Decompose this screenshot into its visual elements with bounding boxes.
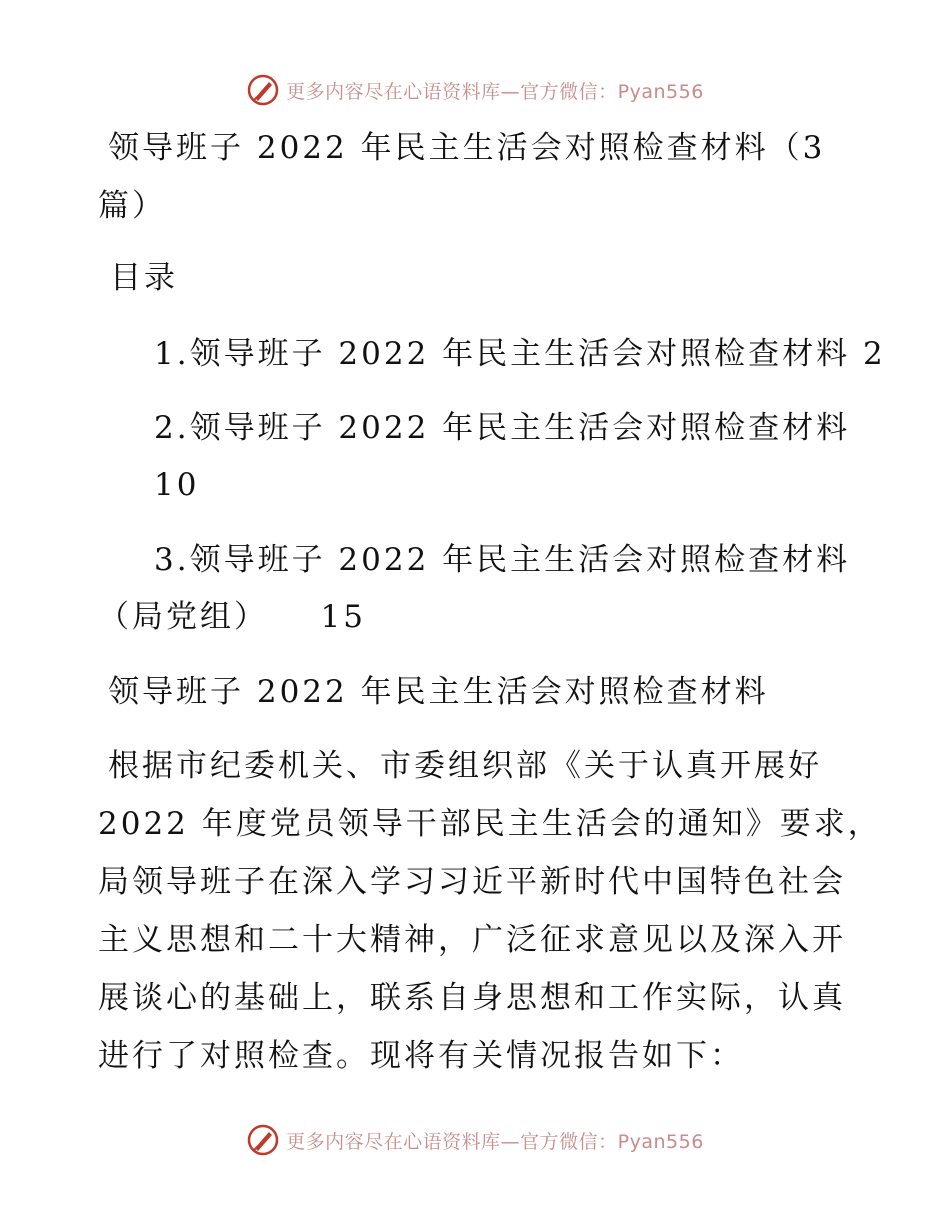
pen-seal-logo-icon bbox=[246, 73, 280, 107]
paragraph-line-2: 2022 年度党员领导干部民主生活会的通知》要求， bbox=[98, 806, 882, 842]
document-title-line2: 篇） bbox=[98, 188, 166, 224]
watermark-banner-bottom bbox=[0, 1120, 950, 1160]
toc-entry-2[interactable]: 2.领导班子 2022 年民主生活会对照检查材料 bbox=[154, 410, 851, 446]
paragraph-line-5: 展谈心的基础上，联系自身思想和工作实际，认真 bbox=[98, 980, 846, 1016]
section-title: 领导班子 2022 年民主生活会对照检查材料 bbox=[108, 674, 769, 710]
watermark-text: 更多内容尽在心语资料库—官方微信：Pyan556 bbox=[286, 80, 704, 103]
toc-entry-3[interactable]: 3.领导班子 2022 年民主生活会对照检查材料 bbox=[154, 542, 851, 578]
paragraph-line-3: 局领导班子在深入学习习近平新时代中国特色社会 bbox=[98, 864, 846, 900]
document-title-line1: 领导班子 2022 年民主生活会对照检查材料（3 bbox=[108, 130, 826, 166]
toc-entry-2-page: 10 bbox=[154, 467, 200, 503]
watermark-banner-top bbox=[0, 70, 950, 110]
watermark-text: 更多内容尽在心语资料库—官方微信：Pyan556 bbox=[286, 1130, 704, 1153]
paragraph-line-1: 根据市纪委机关、市委组织部《关于认真开展好 bbox=[108, 748, 822, 784]
paragraph-line-4: 主义思想和二十大精神，广泛征求意见以及深入开 bbox=[98, 922, 846, 958]
toc-heading: 目录 bbox=[110, 260, 178, 296]
toc-entry-3-suffix: （局党组） 15 bbox=[98, 599, 366, 635]
paragraph-line-6: 进行了对照检查。现将有关情况报告如下： bbox=[98, 1038, 744, 1074]
toc-entry-1[interactable]: 1.领导班子 2022 年民主生活会对照检查材料 2 bbox=[154, 336, 886, 372]
pen-seal-logo-icon bbox=[246, 1123, 280, 1157]
